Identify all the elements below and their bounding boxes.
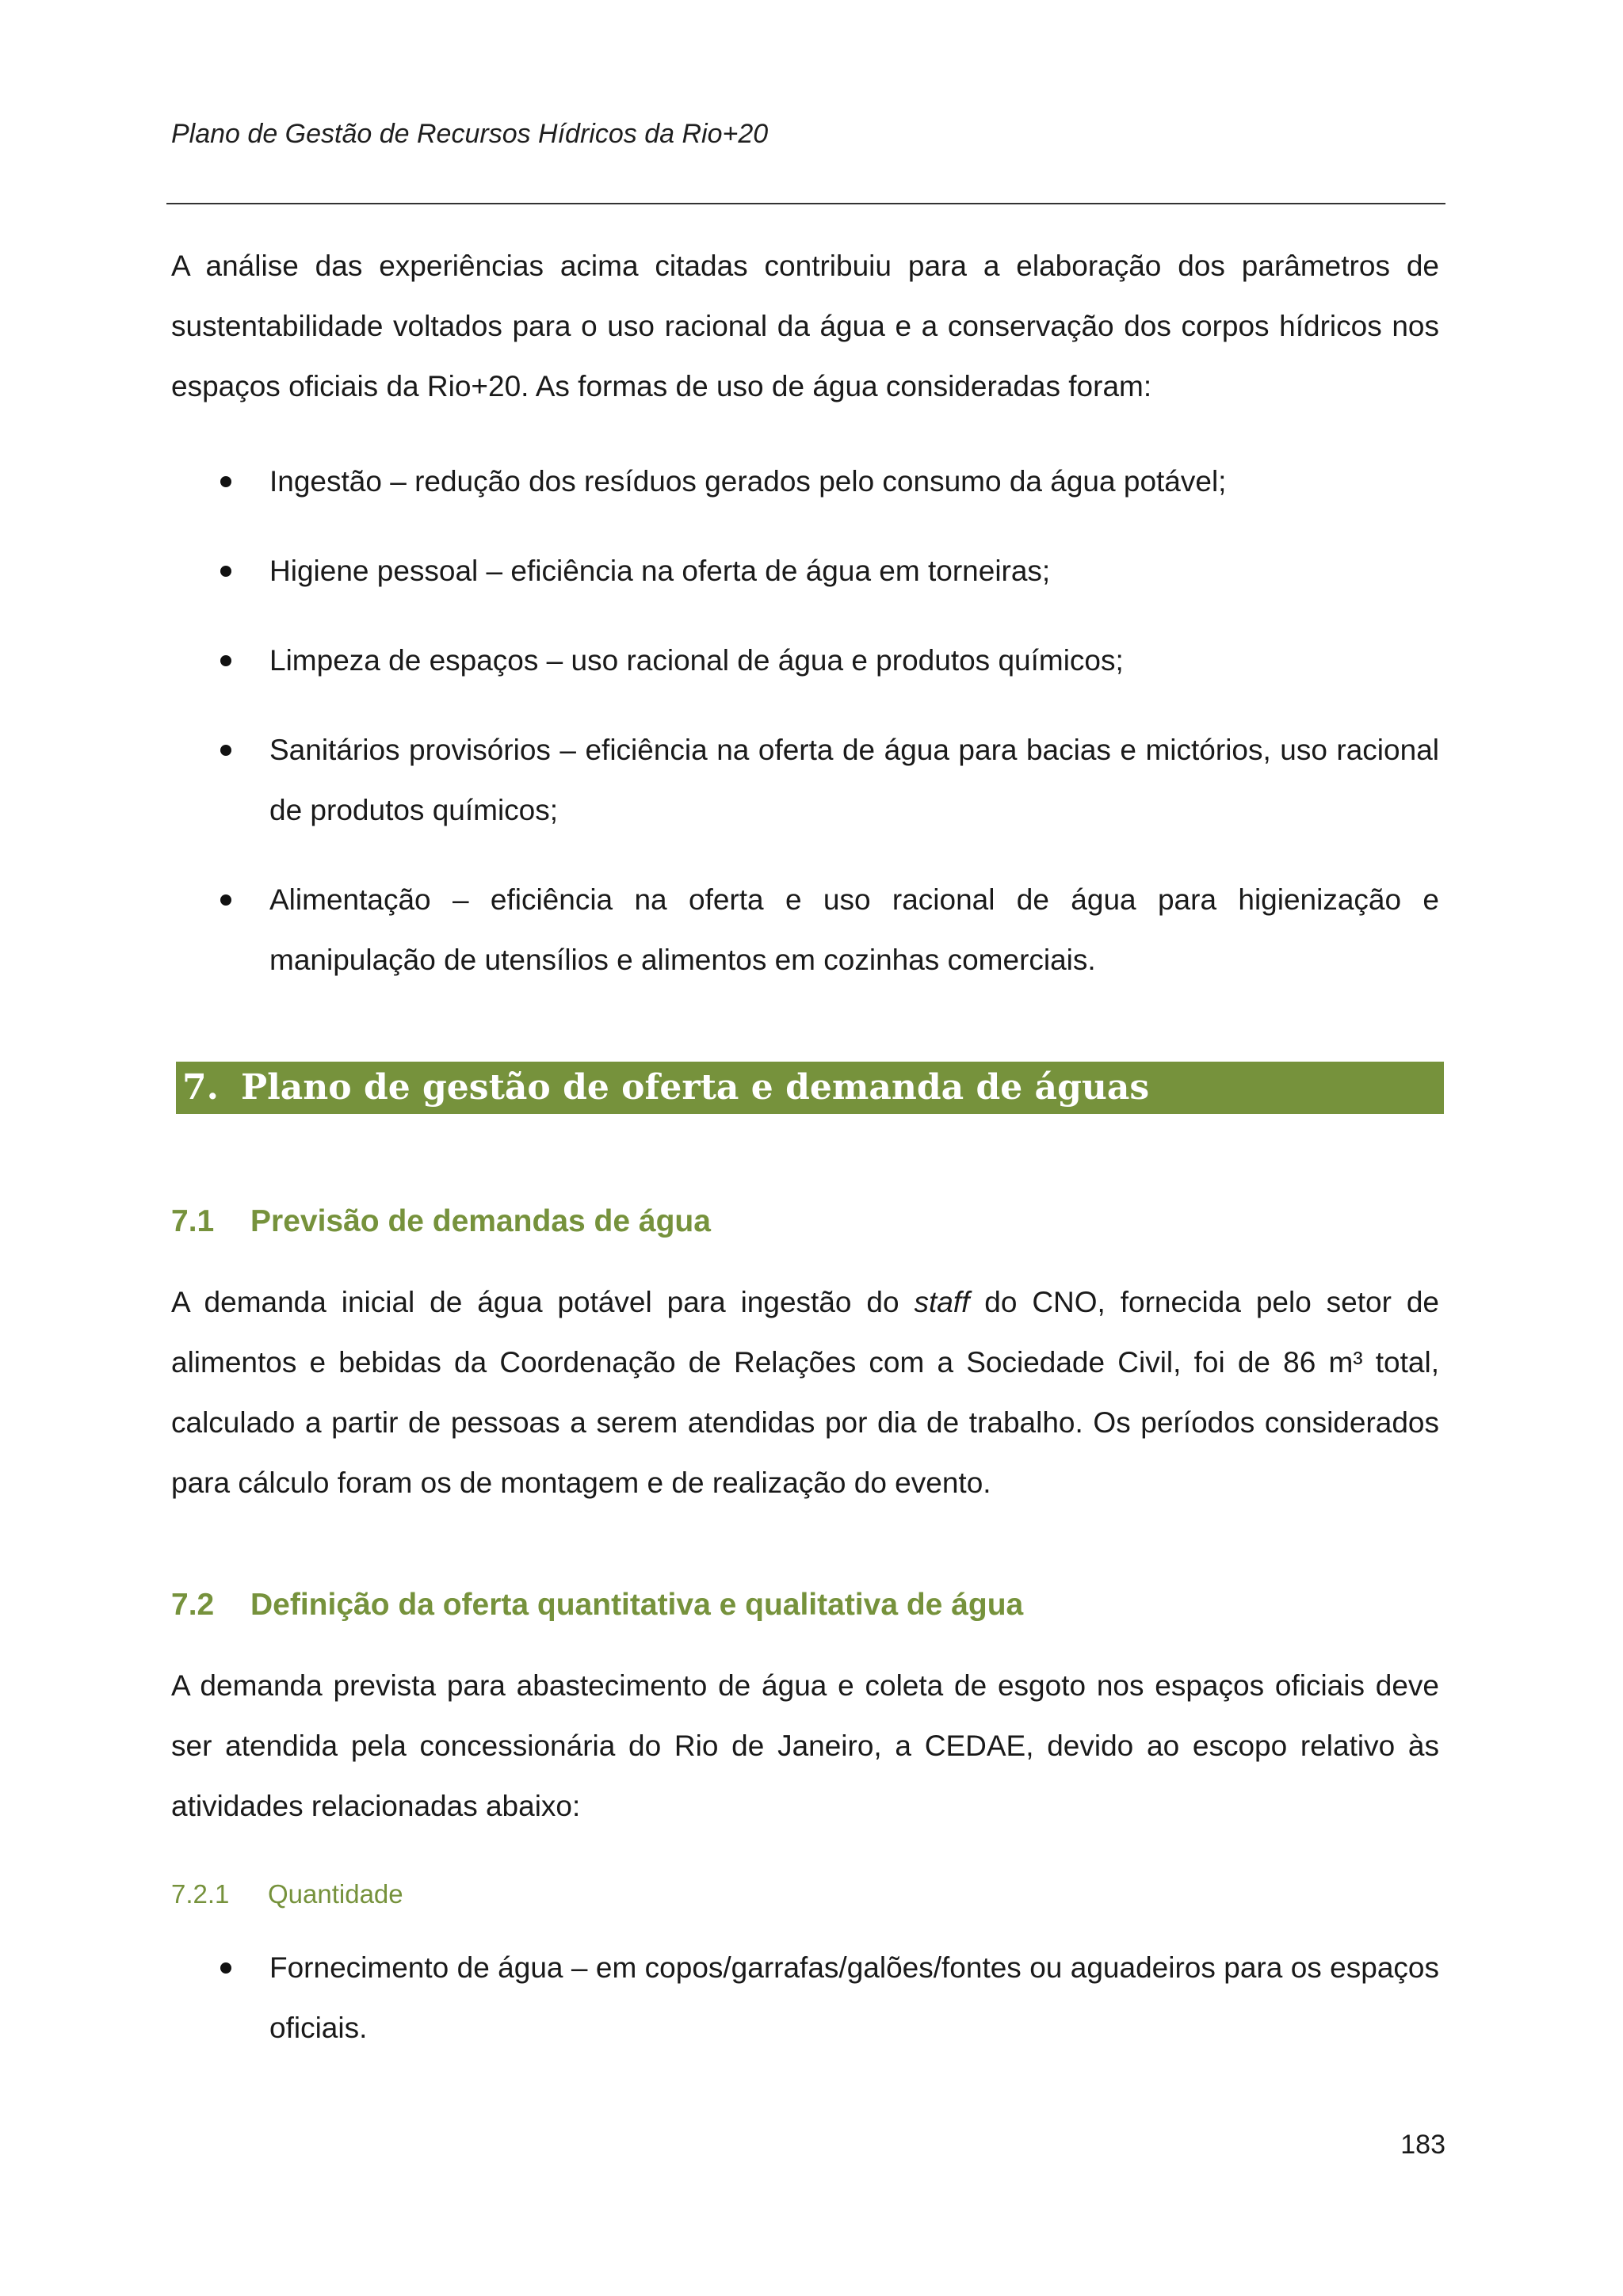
page-number: 183 bbox=[1400, 2130, 1445, 2160]
section-number: 7.2.1 bbox=[171, 1879, 230, 1909]
list-item bbox=[171, 452, 1439, 512]
intro-paragraph: A análise das experiências acima citadas contribuiu para a elaboração dos parâmetros de sustentabilidade voltados para o uso racional da água e a conservação dos corpos hídricos nos espaços oficiais da Rio+20. As formas de uso de água consideradas foram: bbox=[171, 250, 1439, 402]
section-number: 7.2 bbox=[171, 1588, 215, 1622]
section-title: Quantidade bbox=[268, 1879, 403, 1909]
section-7-heading bbox=[176, 1062, 1444, 1114]
section-7-2-heading bbox=[171, 1588, 1023, 1623]
list-item-text: Fornecimento de água – em copos/garrafas/galões/fontes ou aguadeiros para os espaços oficiais. bbox=[269, 1951, 1439, 2044]
bullet-icon bbox=[220, 894, 231, 906]
section-title: Plano de gestão de oferta e demanda de águas bbox=[241, 1067, 1150, 1108]
section-title: Previsão de demandas de água bbox=[250, 1204, 711, 1238]
list-item bbox=[171, 720, 1439, 841]
list-item-text: Higiene pessoal – eficiência na oferta de água em torneiras; bbox=[269, 555, 1051, 587]
bullet-icon bbox=[220, 566, 231, 577]
section-title: Definição da oferta quantitativa e qualitativa de água bbox=[250, 1588, 1024, 1622]
section-number: 7. bbox=[182, 1067, 219, 1108]
list-item bbox=[171, 1938, 1439, 2058]
bullet-icon bbox=[220, 655, 231, 666]
bullet-icon bbox=[220, 745, 231, 756]
quantity-list bbox=[171, 1938, 1439, 2088]
list-item-text: Alimentação – eficiência na oferta e uso racional de água para higienização e manipulação de utensílios e alimentos em cozinhas comerciais. bbox=[269, 883, 1439, 976]
section-7-2-paragraph: A demanda prevista para abastecimento de água e coleta de esgoto nos espaços oficiais deve ser atendida pela concessionária do Rio de Janeiro, a CEDAE, devido ao escopo relativo às atividades relacionadas abaixo: bbox=[171, 1669, 1439, 1822]
bullet-icon bbox=[220, 1962, 231, 1974]
list-item-text: Limpeza de espaços – uso racional de água e produtos químicos; bbox=[269, 644, 1124, 677]
page-header-title: Plano de Gestão de Recursos Hídricos da Rio+20 bbox=[171, 119, 769, 149]
header-divider bbox=[166, 203, 1445, 204]
section-7-2-1-heading bbox=[171, 1879, 403, 1909]
list-item bbox=[171, 541, 1439, 601]
list-item bbox=[171, 870, 1439, 990]
list-item-text: Sanitários provisórios – eficiência na oferta de água para bacias e mictórios, uso racional de produtos químicos; bbox=[269, 734, 1439, 826]
paragraph-text: A demanda inicial de água potável para ingestão do bbox=[171, 1286, 915, 1318]
section-number: 7.1 bbox=[171, 1204, 215, 1238]
section-7-1-paragraph bbox=[171, 1272, 1439, 1513]
bullet-icon bbox=[220, 476, 231, 487]
water-uses-list bbox=[171, 452, 1439, 1020]
section-7-1-heading bbox=[171, 1204, 711, 1239]
italic-term: staff bbox=[914, 1286, 970, 1318]
list-item bbox=[171, 631, 1439, 691]
paragraph-text: do CNO, fornecida pelo setor de alimentos e bebidas da Coordenação de Relações com a Sociedade Civil, foi de 86 m³ total, calculado a partir de pessoas a serem atendidas por dia de trabalho. Os períodos considerados para cálculo foram os de montagem e de realização do evento. bbox=[171, 1286, 1439, 1499]
list-item-text: Ingestão – redução dos resíduos gerados pelo consumo da água potável; bbox=[269, 465, 1227, 498]
